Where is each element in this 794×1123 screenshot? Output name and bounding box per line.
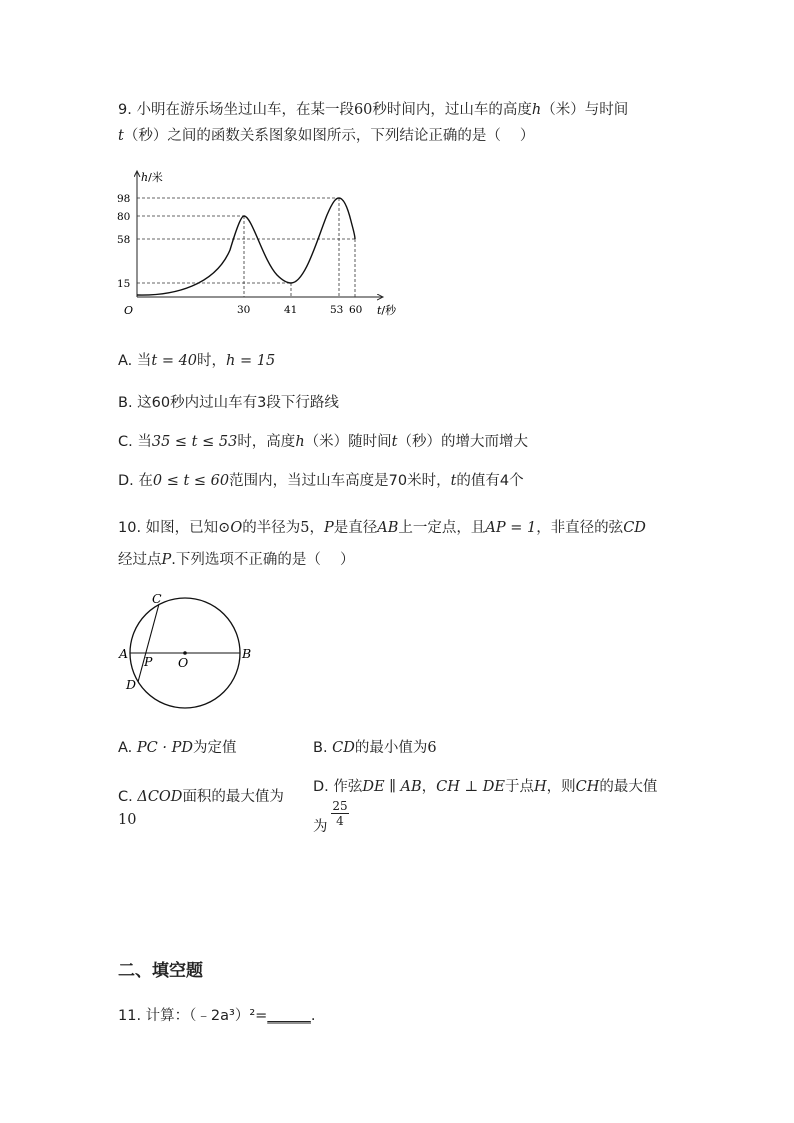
guide-lines — [137, 198, 355, 297]
q10-circle-figure — [115, 588, 265, 713]
q9-function-graph — [115, 165, 405, 325]
q10-option-a[interactable]: A. PC · PD为定值 — [118, 740, 237, 756]
q10-line2: 经过点P.下列选项不正确的是（ ） — [118, 552, 355, 568]
label-a: A — [119, 646, 129, 661]
origin-label: O — [124, 304, 134, 317]
label-c: C — [152, 591, 162, 606]
q10-number: 10. — [118, 520, 142, 536]
q10-option-c[interactable]: C. ΔCOD面积的最大值为 — [118, 789, 284, 805]
q9-option-b[interactable]: B. 这60秒内过山车有3段下行路线 — [118, 395, 339, 411]
answer-blank[interactable]: ______ — [267, 1008, 311, 1024]
q10-line1: 10. 如图，已知⊙O的半径为5，P是直径AB上一定点，且AP = 1，非直径的弦CD — [118, 520, 646, 536]
x-tick-53: 53 — [330, 304, 344, 316]
x-tick-60: 60 — [349, 304, 363, 316]
x-tick-30: 30 — [237, 304, 251, 316]
q10-option-d-line2: 为 — [313, 819, 328, 835]
label-o: O — [178, 655, 189, 670]
q9-number: 9. — [118, 102, 132, 118]
y-tick-15: 15 — [117, 278, 131, 290]
q10-option-c-value: 10 — [118, 812, 137, 828]
q9-line2: t（秒）之间的函数关系图象如图所示，下列结论正确的是（ ） — [118, 128, 535, 144]
y-tick-98: 98 — [117, 193, 131, 205]
fraction-25-over-4: 25 4 — [332, 799, 348, 828]
q9-option-a[interactable]: A. 当t = 40时，h = 15 — [118, 353, 276, 369]
y-tick-80: 80 — [117, 211, 131, 223]
q9-option-d[interactable]: D. 在0 ≤ t ≤ 60范围内，当过山车高度是70米时，t的值有4个 — [118, 473, 524, 489]
x-axis-label: t/秒 — [377, 304, 397, 317]
label-d: D — [126, 677, 137, 692]
height-curve — [137, 198, 355, 295]
q11-number: 11. — [118, 1008, 142, 1024]
q9-option-c[interactable]: C. 当35 ≤ t ≤ 53时，高度h（米）随时间t（秒）的增大而增大 — [118, 434, 528, 450]
q10-option-d[interactable]: D. 作弦DE ∥ AB，CH ⊥ DE于点H，则CH的最大值 — [313, 779, 658, 795]
y-tick-58: 58 — [117, 234, 131, 246]
circle-symbol-icon: ⊙ — [218, 520, 231, 536]
section-title: 二、填空题 — [118, 961, 203, 981]
chord-cd — [138, 604, 159, 682]
label-p: P — [144, 654, 153, 669]
y-axis-label: h/米 — [141, 171, 163, 184]
q9-line1: 9. 小明在游乐场坐过山车，在某一段60秒时间内，过山车的高度h（米）与时间 — [118, 102, 629, 118]
label-b: B — [242, 646, 252, 661]
q11-line: 11. 计算：（﹣2a³）²=______. — [118, 1008, 316, 1024]
q10-option-b[interactable]: B. CD的最小值为6 — [313, 740, 437, 756]
x-tick-41: 41 — [284, 304, 298, 316]
